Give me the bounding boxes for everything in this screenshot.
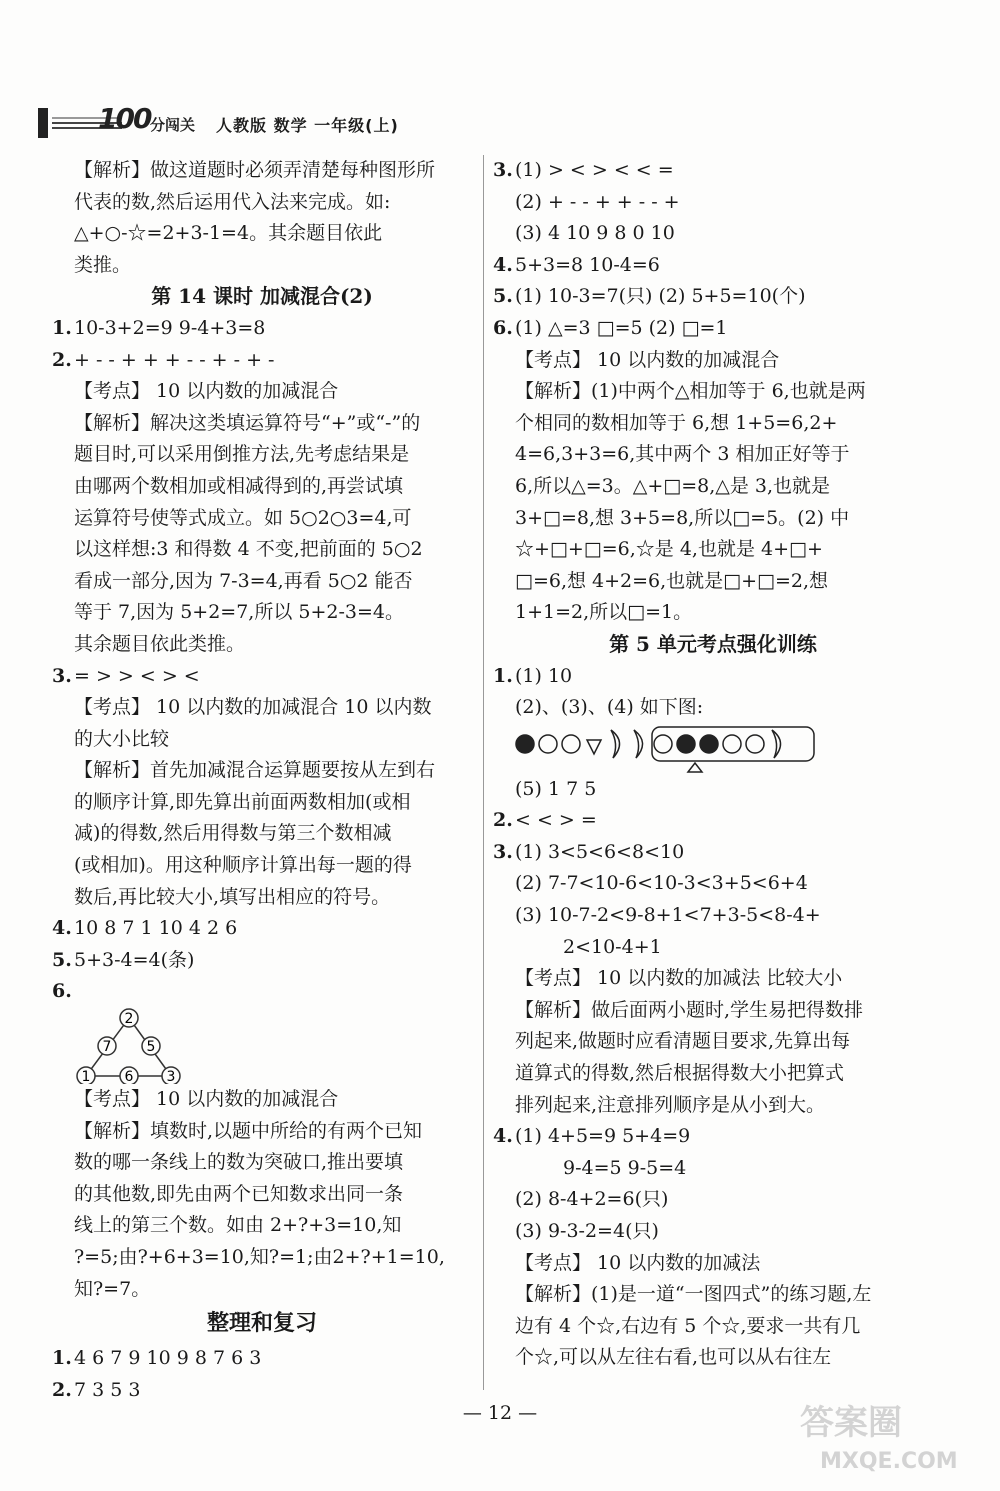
item-number: 4. <box>52 917 72 940</box>
item-number: 6. <box>52 980 72 1003</box>
strawberry-icon <box>587 740 601 754</box>
item-number: 2. <box>52 348 72 371</box>
item-text: = > > < > < <box>74 664 200 687</box>
fruit-row <box>515 724 815 774</box>
text-line: (2) 7-7<10-6<10-3<3+5<6+4 <box>515 872 808 895</box>
answer-item <box>493 805 933 837</box>
text-line: 减)的得数,然后用得数与第三个数相减 <box>74 822 392 845</box>
text-line: 个☆,可以从左往右看,也可以从右往左 <box>515 1346 832 1369</box>
text-line: (2)、(3)、(4) 如下图: <box>515 696 704 719</box>
triangle-node-label: 3 <box>166 1069 176 1085</box>
text-line: △+○-☆=2+3-1=4。其余题目依此 <box>74 222 383 245</box>
text-line: (3) 10-7-2<9-8+1<7+3-5<8-4+ <box>515 904 821 927</box>
text-line: 的大小比较 <box>74 727 170 750</box>
answer-item <box>52 1343 472 1375</box>
item-number: 5. <box>493 285 513 308</box>
text-line: 【解析】解决这类填运算符号“+”或“-”的 <box>74 411 421 434</box>
item-number: 1. <box>493 664 513 687</box>
text-line: 由哪两个数相加或相减得到的,再尝试填 <box>74 474 404 497</box>
text-line: 其余题目依此类推。 <box>74 632 246 655</box>
triangle-node-label: 5 <box>146 1039 156 1056</box>
item-number: 5. <box>52 948 72 971</box>
text-line: 【考点】 10 以内数的加减混合 <box>74 1088 339 1111</box>
text-line: 代表的数,然后运用代入法来完成。如: <box>74 190 391 213</box>
item-text: 10-3+2=9 9-4+3=8 <box>74 316 266 339</box>
chapter-title: 整理和复习 <box>206 1311 317 1337</box>
answer-item <box>493 1121 933 1153</box>
item-text: 4 6 7 9 10 9 8 7 6 3 <box>74 1347 262 1370</box>
text-line: ?=5;由?+6+3=10,知?=1;由2+?+1=10, <box>74 1246 445 1268</box>
item-text: + - - + + + - - + - + - <box>74 348 275 371</box>
text-line: 道算式的得数,然后根据得数大小把算式 <box>515 1062 845 1085</box>
item-text: (1) 10 <box>515 664 573 687</box>
text-line: 【考点】 10 以内数的加减混合 10 以内数 <box>74 696 432 719</box>
item-text: (1) △=3 □=5 (2) □=1 <box>515 316 728 339</box>
page-number: — 12 — <box>462 1402 538 1424</box>
text-line: 类推。 <box>74 253 132 276</box>
text-line: 【解析】做后面两小题时,学生易把得数排 <box>515 998 864 1021</box>
text-line: 运算符号使等式成立。如 5○2○3=4,可 <box>74 506 412 529</box>
pointer-triangle-icon <box>688 763 702 772</box>
number-triangle <box>74 1008 184 1084</box>
item-text: (1) > < > < < = <box>515 159 674 181</box>
peach-icon <box>746 735 764 753</box>
right-column <box>493 155 933 1374</box>
left-column <box>52 155 472 1406</box>
text-line: 【解析】填数时,以题中所给的有两个已知 <box>74 1119 423 1142</box>
text-line: 看成一部分,因为 7-3=4,再看 5○2 能否 <box>74 569 413 592</box>
text-line: 4=6,3+3=6,其中两个 3 相加正好等于 <box>515 443 850 466</box>
answer-item <box>52 661 472 693</box>
watermark-url: MXQE.COM <box>820 1449 958 1474</box>
section-title: 第 5 单元考点强化训练 <box>609 631 817 656</box>
text-line: 【考点】 10 以内数的加减法 <box>515 1251 761 1274</box>
text-line: (3) 9-3-2=4(只) <box>515 1220 659 1242</box>
text-line: (3) 4 10 9 8 0 10 <box>515 222 675 245</box>
text-line: 【考点】 10 以内数的加减法 比较大小 <box>515 967 843 990</box>
answer-item <box>493 313 933 345</box>
logo-bar <box>38 108 48 138</box>
answer-item <box>493 250 933 282</box>
text-line: 排列起来,注意排列顺序是从小到大。 <box>515 1093 826 1116</box>
text-line: ☆+□+□=6,☆是 4,也就是 4+□+ <box>515 538 823 561</box>
text-line: (5) 1 7 5 <box>515 777 597 800</box>
apple-icon <box>516 735 534 753</box>
text-line: (2) 8-4+2=6(只) <box>515 1188 669 1211</box>
text-line: 【解析】(1)中两个△相加等于 6,也就是两 <box>515 380 866 403</box>
logo-number: 100 <box>98 102 151 135</box>
banana-icon <box>772 730 781 758</box>
item-number: 2. <box>493 809 513 832</box>
answer-item <box>493 837 933 869</box>
column-divider <box>483 155 484 1390</box>
watermark <box>800 1395 990 1485</box>
triangle-node-label: 1 <box>81 1069 91 1085</box>
item-number: 3. <box>493 840 513 863</box>
item-number: 3. <box>493 159 513 181</box>
text-line: 9-4=5 9-5=4 <box>563 1156 687 1179</box>
text-line: 知?=7。 <box>74 1277 151 1300</box>
item-text: (1) 4+5=9 5+4=9 <box>515 1125 691 1148</box>
text-line: 以这样想:3 和得数 4 不变,把前面的 5○2 <box>74 538 423 561</box>
apple-icon <box>677 735 695 753</box>
item-number: 1. <box>52 316 72 339</box>
item-number: 6. <box>493 316 513 339</box>
answer-item <box>52 913 472 945</box>
apple-icon <box>539 735 557 753</box>
fruit-row-figure <box>493 724 933 774</box>
text-line: 2<10-4+1 <box>563 935 662 958</box>
item-text: 7 3 5 3 <box>74 1378 141 1401</box>
item-text: 10 8 7 1 10 4 2 6 <box>74 917 238 940</box>
text-line: 【解析】(1)是一道“一图四式”的练习题,左 <box>515 1283 872 1306</box>
text-line: 列起来,做题时应看清题目要求,先算出每 <box>515 1030 851 1053</box>
answer-item <box>52 976 472 1008</box>
item-text: (1) 10-3=7(只) (2) 5+5=10(个) <box>515 285 806 308</box>
text-line: 的其他数,即先由两个已知数求出同一条 <box>74 1182 404 1205</box>
text-line: 线上的第三个数。如由 2+?+3=10,知 <box>74 1214 402 1237</box>
banana-icon <box>634 730 643 758</box>
text-line: 数后,再比较大小,填写出相应的符号。 <box>74 885 391 908</box>
item-number: 1. <box>52 1347 72 1370</box>
text-line: 边有 4 个☆,右边有 5 个☆,要求一共有几 <box>515 1314 861 1337</box>
answer-item <box>52 313 472 345</box>
section-title: 第 14 课时 加减混合(2) <box>151 284 373 309</box>
page-header <box>38 100 458 145</box>
item-number: 4. <box>493 1125 513 1148</box>
peach-icon <box>562 735 580 753</box>
answer-item <box>52 945 472 977</box>
text-line: 的顺序计算,即先算出前面两数相加(或相 <box>74 790 411 813</box>
text-line: 【考点】 10 以内数的加减混合 <box>515 348 780 371</box>
triangle-node-label: 2 <box>124 1011 134 1028</box>
text-line: 1+1=2,所以□=1。 <box>515 601 693 624</box>
text-line: (或相加)。用这种顺序计算出每一题的得 <box>74 854 412 877</box>
triangle-figure <box>52 1008 472 1084</box>
answer-item <box>52 345 472 377</box>
item-number: 4. <box>493 253 513 276</box>
item-number: 3. <box>52 664 72 687</box>
logo-text: 分闯关 <box>150 116 196 134</box>
answer-item <box>493 155 933 187</box>
text-line: 数的哪一条线上的数为突破口,推出要填 <box>74 1151 404 1174</box>
banana-icon <box>611 730 620 758</box>
text-line: 【考点】 10 以内数的加减混合 <box>74 380 339 403</box>
text-line: 个相同的数相加等于 6,想 1+5=6,2+ <box>515 411 838 434</box>
text-line: 3+□=8,想 3+5=8,所以□=5。(2) 中 <box>515 506 850 529</box>
book-title: 人教版 数学 一年级(上) <box>216 116 399 135</box>
apple-icon <box>654 735 672 753</box>
answer-item <box>493 661 933 693</box>
item-text: 5+3-4=4(条) <box>74 948 195 971</box>
peach-icon <box>723 735 741 753</box>
text-line: 【解析】首先加减混合运算题要按从左到右 <box>74 759 436 782</box>
text-line: 等于 7,因为 5+2=7,所以 5+2-3=4。 <box>74 601 405 624</box>
text-line: 题目时,可以采用倒推方法,先考虑结果是 <box>74 443 410 466</box>
triangle-node-label: 7 <box>102 1039 112 1056</box>
text-line: 6,所以△=3。△+□=8,△是 3,也就是 <box>515 474 831 497</box>
item-text: 5+3=8 10-4=6 <box>515 253 660 276</box>
apple-icon <box>700 735 718 753</box>
triangle-node-label: 6 <box>124 1069 134 1085</box>
answer-item <box>493 281 933 313</box>
text-line: □=6,想 4+2=6,也就是□+□=2,想 <box>515 569 829 592</box>
item-text: (1) 3<5<6<8<10 <box>515 840 685 863</box>
text-line: (2) + - - + + - - + <box>515 190 680 213</box>
item-number: 2. <box>52 1378 72 1401</box>
item-text: < < > = <box>515 809 597 832</box>
watermark-logo: 答案圈 <box>800 1403 902 1443</box>
text-line: 【解析】做这道题时必须弄清楚每种图形所 <box>74 159 436 181</box>
